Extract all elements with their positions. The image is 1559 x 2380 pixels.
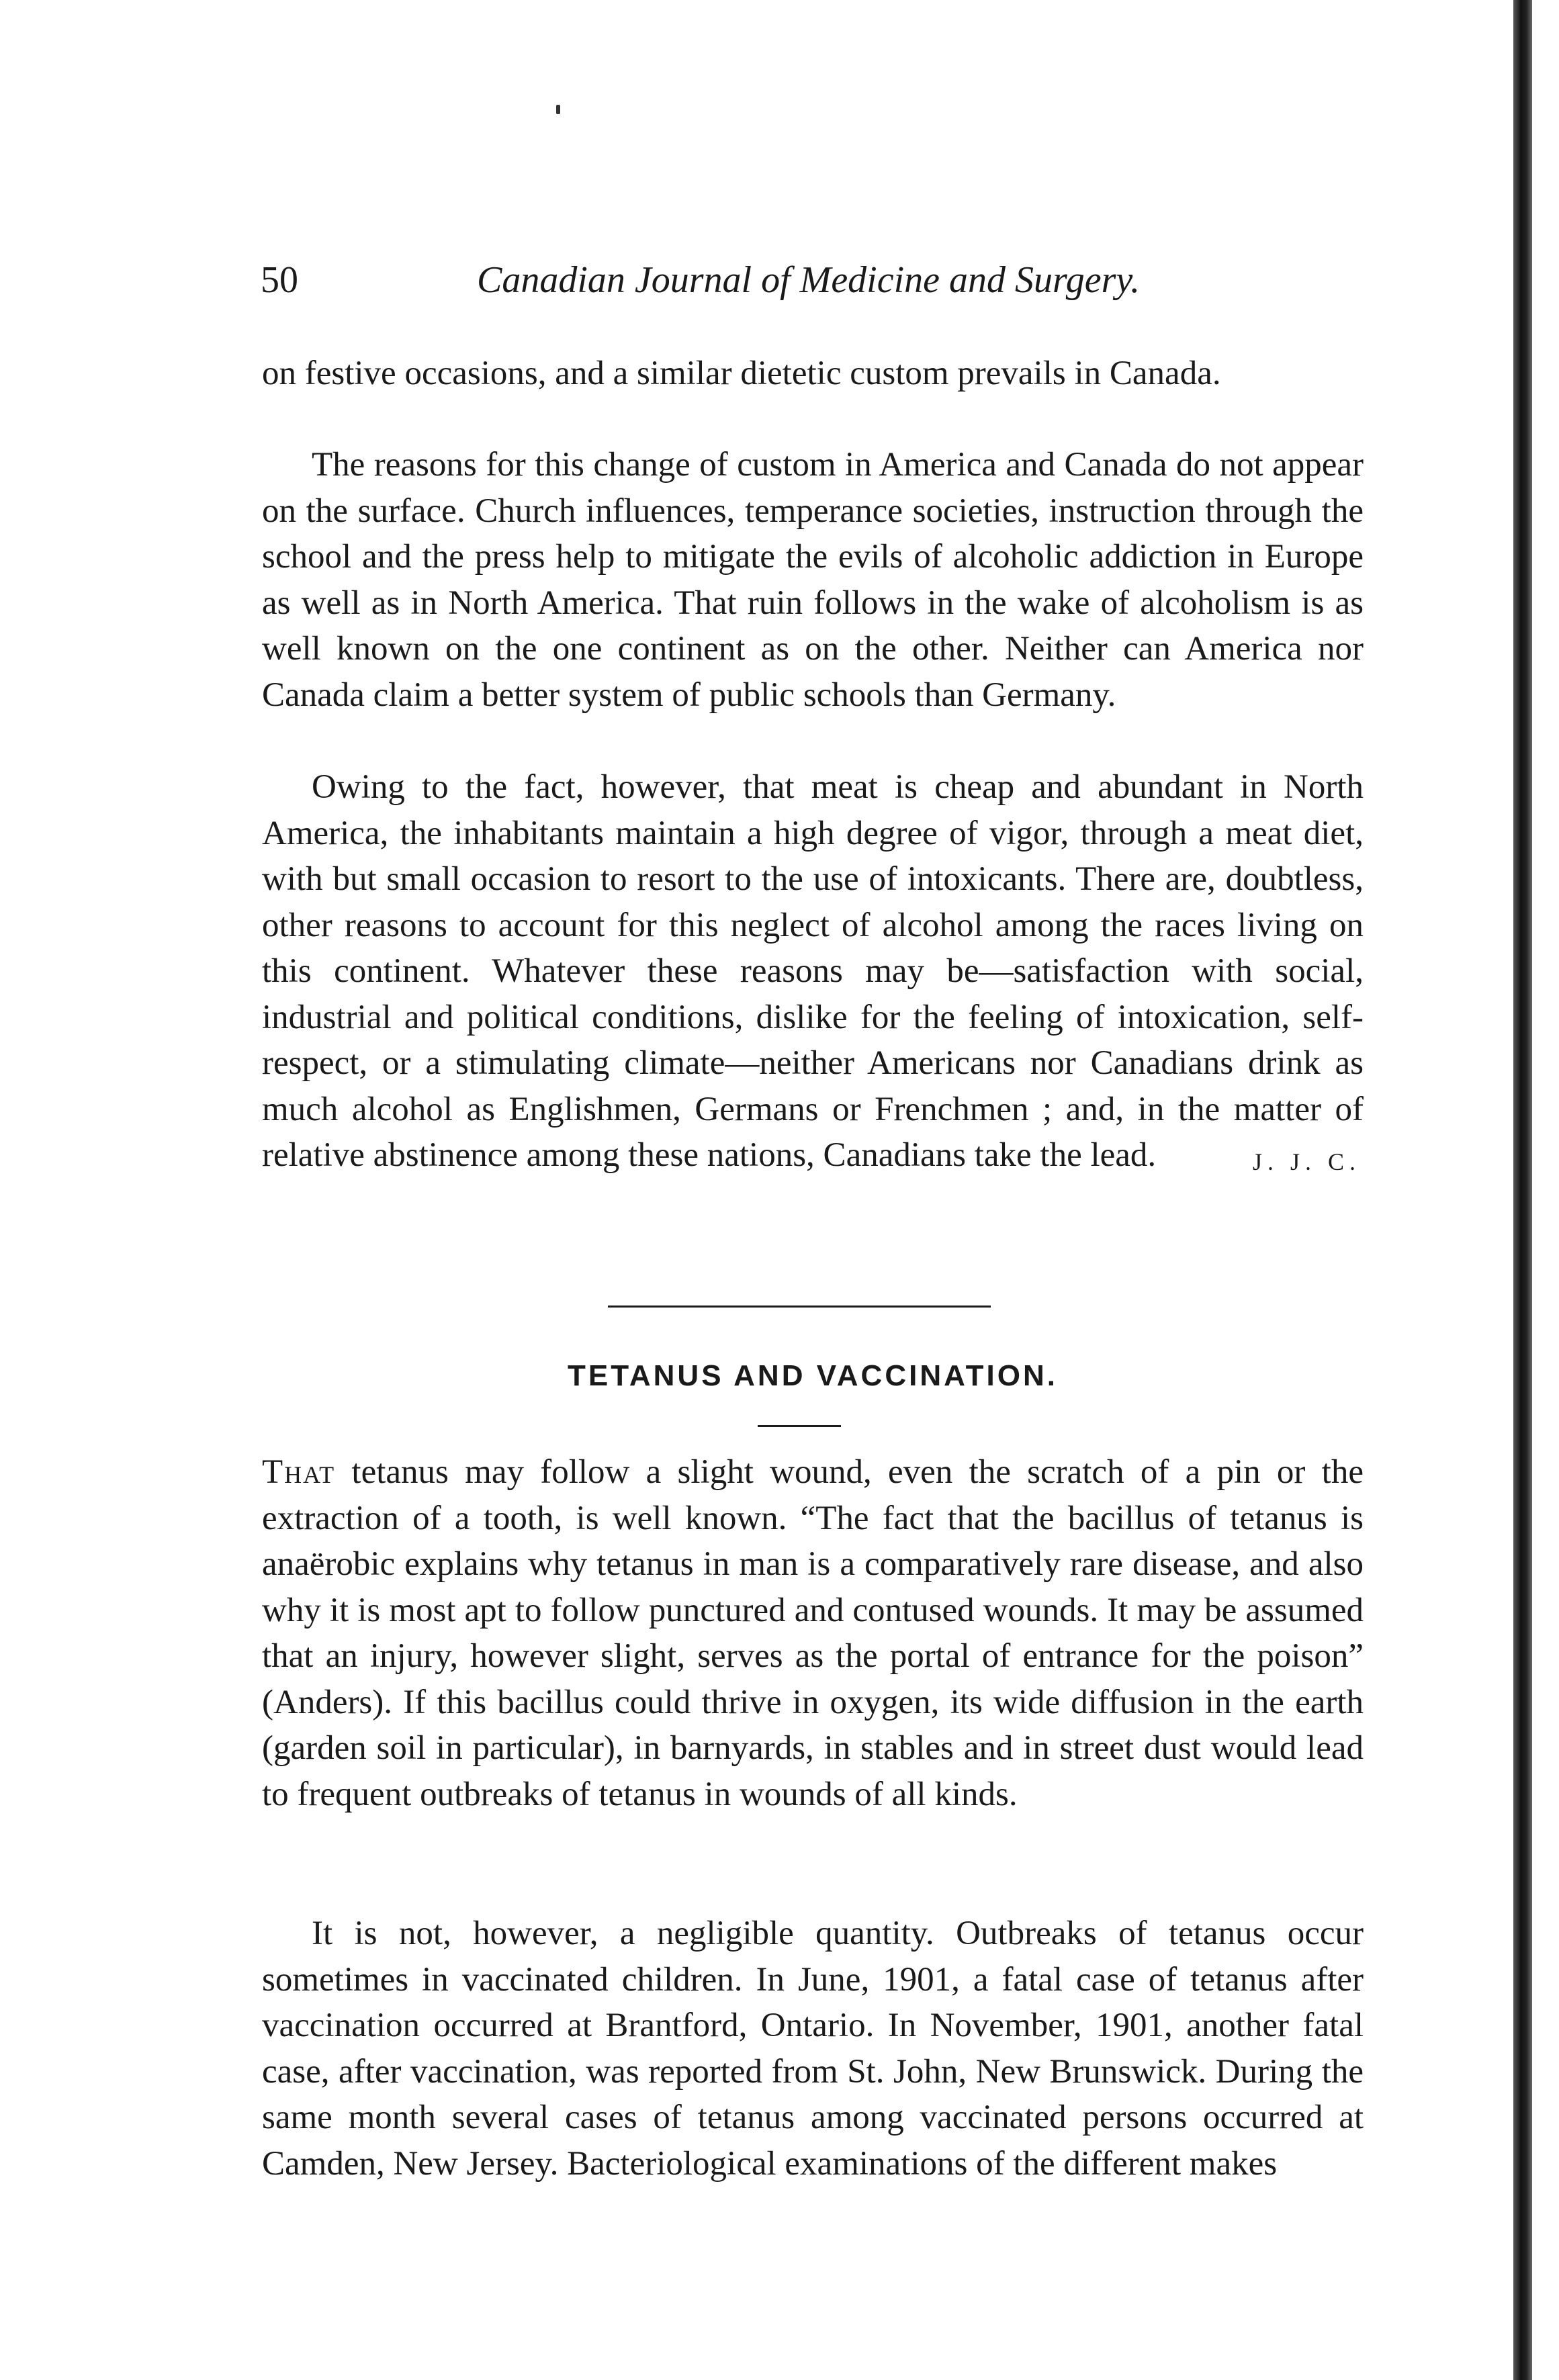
running-header [261,259,1369,312]
article1-paragraph-2: The reasons for this change of custom in America and Canada do not appear on the surface. Church influences, temperance societies, instruction through the school and the press help to mitigate the evils of alcoholic addiction in Europe as well as in North America. That ruin follows in the wake of alcoholism is as well known on the one continent as on the other. Neither can America nor Canada claim a better system of public schools than Germany. [262,446,1364,714]
author-signature: J. J. C. [1252,1148,1361,1175]
article1-paragraph-1: on festive occasions, and a similar dietetic custom prevails in Canada. [262,355,1221,392]
title-underline [758,1425,841,1427]
article1-paragraph-3 [262,764,1364,1185]
article2-paragraph-2: It is not, however, a negligible quantity. Outbreaks of tetanus occur sometimes in vaccinated children. In June, 1901, a fatal case of tetanus after vaccination occurred at Brantford, Ontario. In November, 1901, another fatal case, after vaccination, was reported from St. John, New Brunswick. During the same month several cases of tetanus among vaccinated persons occurred at Camden, New Jersey. Bacteriological examinations of the different makes [262,1915,1364,2183]
article1-paragraph-3-text: Owing to the fact, however, that meat is cheap and abundant in North America, the inhabitants maintain a high degree of vigor, through a meat diet, with but small occasion to resort to the use of intoxicants. There are, doubtless, other reasons to account for this neglect of alcohol among the races living on this continent. Whatever these reasons may be—satisfaction with social, industrial and political conditions, dislike for the feeling of intoxication, self-respect, or a stimulating climate—neither Americans nor Canadians drink as much alcohol as Englishmen, Germans or Frenchmen ; and, in the matter of relative abstinence among these nations, Canadians take the lead. [262,768,1364,1174]
article2-paragraph-1 [262,1449,1364,1817]
lead-word: That [262,1453,336,1491]
journal-title: Canadian Journal of Medicine and Surgery. [477,259,1141,301]
article2-paragraph-1-text: tetanus may follow a slight wound, even the scratch of a pin or the extraction of a tooth, is well known. “The fact that the bacillus of tetanus is anaërobic explains why tetanus in man is a comparatively rare disease, and also why it is most apt to follow punctured and contused wounds. It may be assumed that an injury, however slight, serves as the portal of entrance for the poison” (Anders). If this bacillus could thrive in oxygen, its wide diffusion in the earth (garden soil in particular), in barnyards, in stables and in street dust would lead to frequent outbreaks of tetanus in wounds of all kinds. [262,1453,1364,1813]
section-divider [608,1306,991,1308]
page-number: 50 [261,259,298,301]
scan-speck [556,105,560,114]
scan-binding-edge [1513,0,1532,2380]
article2-title: TETANUS AND VACCINATION. [568,1359,1058,1392]
